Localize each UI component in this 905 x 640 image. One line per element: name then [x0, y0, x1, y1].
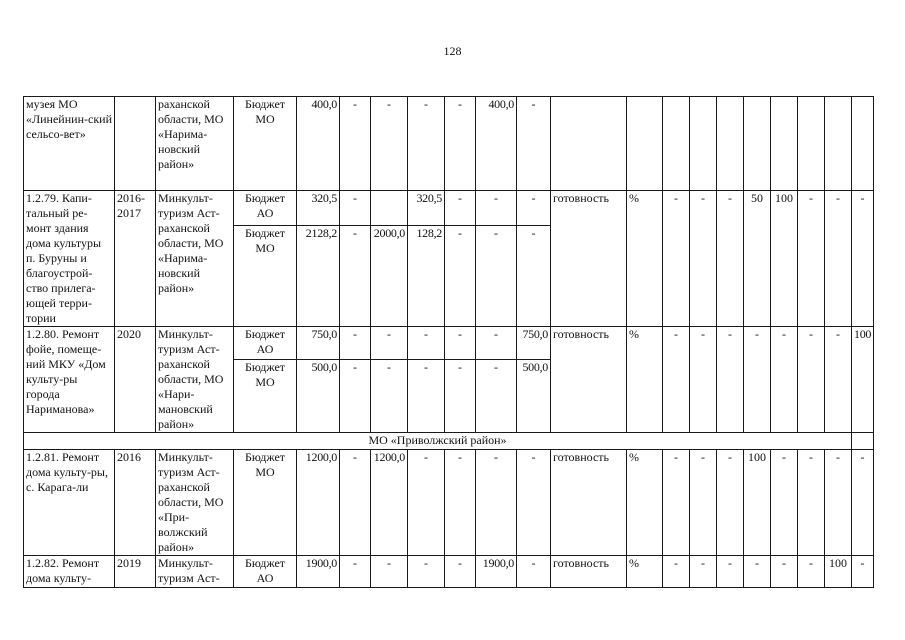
amount-2020: - [517, 556, 551, 588]
funding-source: Бюджет МО [234, 97, 297, 191]
funding-source: Бюджет АО [234, 327, 297, 360]
amount-2020: 500,0 [517, 359, 551, 432]
amount-2018: - [445, 97, 476, 191]
indicator-2014: - [663, 327, 690, 433]
indicator-2017: - [744, 556, 771, 588]
section-title: МО «Приволжский район» [24, 433, 852, 450]
unit [627, 97, 663, 191]
funding-source: Бюджет МО [234, 359, 297, 432]
amount-2015: - [340, 327, 371, 360]
amount-2020: - [517, 191, 551, 226]
event-name: 1.2.82. Ремонт дома культу- [24, 556, 115, 588]
program-table [23, 96, 874, 588]
page-number: 128 [443, 44, 462, 58]
total-amount: 400,0 [297, 97, 340, 191]
table-row [24, 556, 874, 588]
amount-2019: - [476, 226, 517, 327]
amount-2019: - [476, 450, 517, 556]
indicator-value [744, 97, 771, 191]
indicator-2019: - [798, 450, 825, 556]
indicator-2019: - [798, 556, 825, 588]
amount-2015: - [340, 556, 371, 588]
period: 2019 [115, 556, 156, 588]
indicator [551, 97, 627, 191]
table-row [24, 97, 874, 191]
indicator-2016: - [717, 191, 744, 327]
indicator-value [798, 97, 825, 191]
amount-2016: - [371, 359, 408, 432]
amount-2018: - [445, 359, 476, 432]
indicator-2020: - [825, 191, 852, 327]
section-header-row [24, 433, 874, 450]
amount-2020: 750,0 [517, 327, 551, 360]
indicator: готовность [551, 327, 627, 433]
indicator-2016: - [717, 327, 744, 433]
indicator-2017: - [744, 327, 771, 433]
amount-2017: - [408, 359, 445, 432]
funding-source: Бюджет АО [234, 191, 297, 226]
total-amount: 2128,2 [297, 226, 340, 327]
amount-2017: 128,2 [408, 226, 445, 327]
amount-2018: - [445, 450, 476, 556]
table-row [24, 191, 874, 226]
amount-2020: - [517, 97, 551, 191]
amount-2019: 400,0 [476, 97, 517, 191]
indicator-2017: 50 [744, 191, 771, 327]
funding-source: Бюджет МО [234, 450, 297, 556]
funding-source: Бюджет АО [234, 556, 297, 588]
event-name: 1.2.81. Ремонт дома культу-ры, с. Карага-ли [24, 450, 115, 556]
amount-2017: - [408, 450, 445, 556]
amount-2015: - [340, 450, 371, 556]
amount-2015: - [340, 97, 371, 191]
table-row [24, 327, 874, 360]
unit: % [627, 191, 663, 327]
indicator-value [825, 97, 852, 191]
period [115, 97, 156, 191]
amount-2019: 1900,0 [476, 556, 517, 588]
indicator-2014: - [663, 450, 690, 556]
indicator-2021: - [852, 556, 874, 588]
empty-cell [852, 433, 874, 450]
amount-2020: - [517, 226, 551, 327]
indicator-2020: - [825, 450, 852, 556]
event-name: музея МО «Линейнин-ский сельсо-вет» [24, 97, 115, 191]
indicator-2018: - [771, 327, 798, 433]
event-name: 1.2.79. Капи-тальный ре-монт здания дома культуры п. Буруны и благоустрой-ство прилега-ющей терри-тории [24, 191, 115, 327]
amount-2017: - [408, 327, 445, 360]
indicator-2020: - [825, 327, 852, 433]
amount-2018: - [445, 556, 476, 588]
amount-2015: - [340, 359, 371, 432]
indicator-2015: - [690, 450, 717, 556]
amount-2018: - [445, 191, 476, 226]
executor: Минкульт-туризм Аст-раханской области, МО «Нарима-новский район» [156, 191, 234, 327]
indicator-2021: 100 [852, 327, 874, 433]
amount-2019: - [476, 359, 517, 432]
amount-2016: 1200,0 [371, 450, 408, 556]
amount-2016: - [371, 556, 408, 588]
total-amount: 320,5 [297, 191, 340, 226]
indicator-2020: 100 [825, 556, 852, 588]
amount-2017: 320,5 [408, 191, 445, 226]
unit: % [627, 450, 663, 556]
indicator-2015: - [690, 327, 717, 433]
indicator-2019: - [798, 191, 825, 327]
indicator-2021: - [852, 191, 874, 327]
unit: % [627, 556, 663, 588]
amount-2019: - [476, 191, 517, 226]
indicator-2014: - [663, 556, 690, 588]
indicator-2015: - [690, 556, 717, 588]
total-amount: 750,0 [297, 327, 340, 360]
total-amount: 1900,0 [297, 556, 340, 588]
indicator-2016: - [717, 556, 744, 588]
indicator: готовность [551, 556, 627, 588]
amount-2016: - [371, 327, 408, 360]
amount-2020: - [517, 450, 551, 556]
indicator-value [771, 97, 798, 191]
period: 2020 [115, 327, 156, 433]
indicator-value [717, 97, 744, 191]
indicator: готовность [551, 191, 627, 327]
amount-2016: 2000,0 [371, 226, 408, 327]
total-amount: 500,0 [297, 359, 340, 432]
amount-2016 [371, 191, 408, 226]
executor: Минкульт-туризм Аст-раханской области, МО «При-волжский район» [156, 450, 234, 556]
indicator-2017: 100 [744, 450, 771, 556]
amount-2018: - [445, 226, 476, 327]
indicator-2021: - [852, 450, 874, 556]
indicator-value [690, 97, 717, 191]
funding-source: Бюджет МО [234, 226, 297, 327]
indicator-value [852, 97, 874, 191]
indicator-2014: - [663, 191, 690, 327]
amount-2017: - [408, 556, 445, 588]
executor: раханской области, МО «Нарима-новский район» [156, 97, 234, 191]
period: 2016 [115, 450, 156, 556]
indicator-2018: - [771, 556, 798, 588]
indicator-2019: - [798, 327, 825, 433]
event-name: 1.2.80. Ремонт фойе, помеще-ний МКУ «Дом культу-ры города Нариманова» [24, 327, 115, 433]
amount-2019: - [476, 327, 517, 360]
executor: Минкульт-туризм Аст-раханской области, МО «Нари-мановский район» [156, 327, 234, 433]
indicator: готовность [551, 450, 627, 556]
table-row [24, 450, 874, 556]
amount-2015: - [340, 226, 371, 327]
indicator-value [663, 97, 690, 191]
amount-2015: - [340, 191, 371, 226]
amount-2017: - [408, 97, 445, 191]
total-amount: 1200,0 [297, 450, 340, 556]
indicator-2015: - [690, 191, 717, 327]
amount-2016: - [371, 97, 408, 191]
indicator-2018: 100 [771, 191, 798, 327]
indicator-2016: - [717, 450, 744, 556]
executor: Минкульт-туризм Аст- [156, 556, 234, 588]
period: 2016-2017 [115, 191, 156, 327]
indicator-2018: - [771, 450, 798, 556]
amount-2018: - [445, 327, 476, 360]
unit: % [627, 327, 663, 433]
